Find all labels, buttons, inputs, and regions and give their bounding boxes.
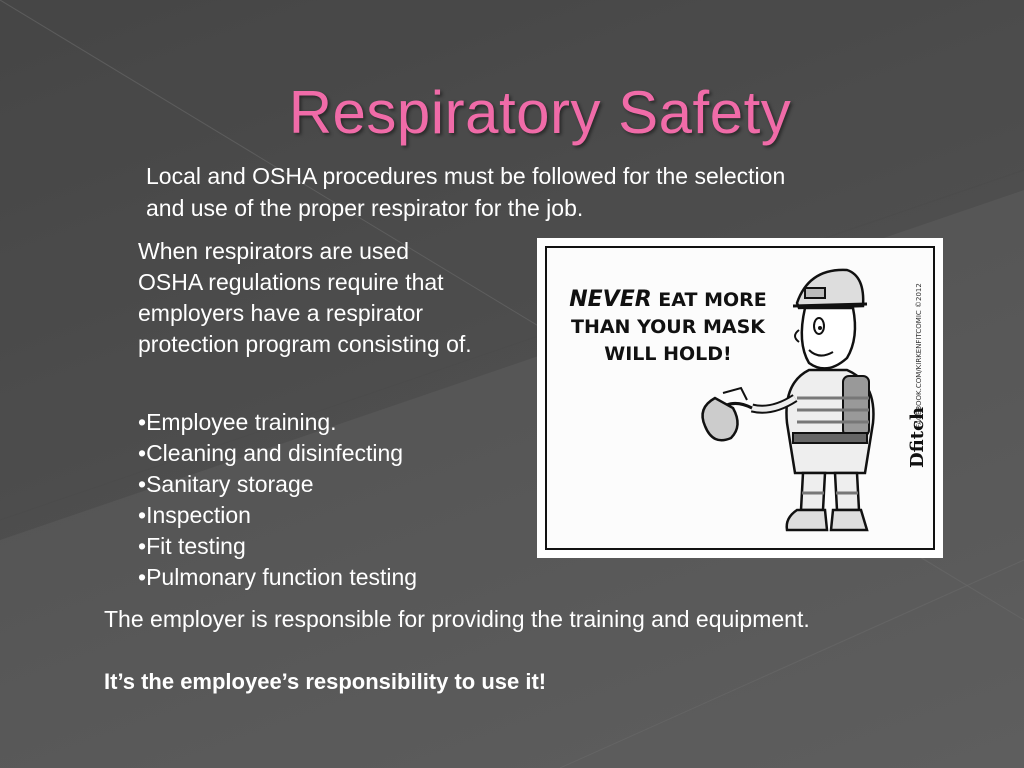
- cartoon-image: [537, 238, 943, 558]
- cartoon-credit: FACEBOOK.COM/KIRKENFITCOMIC ©2012: [915, 283, 923, 428]
- list-item: • Fit testing: [138, 531, 518, 562]
- employer-note: The employer is responsible for providing the training and equipment.: [104, 606, 810, 632]
- requirement-text: When respirators are used OSHA regulations require that employers have a respirator protection program consisting of.: [138, 238, 472, 357]
- cartoon-caption-emphasis: NEVER: [569, 287, 652, 312]
- cartoon-panel: [545, 246, 935, 550]
- slide-title: Respiratory Safety: [288, 79, 792, 146]
- program-list: [138, 407, 518, 593]
- cartoon-signature: Dfitch: [907, 406, 928, 468]
- cartoon-caption-rest: EAT MORE THAN YOUR MASK WILL HOLD!: [570, 289, 767, 365]
- list-item: • Pulmonary function testing: [138, 562, 518, 593]
- intro-text: Local and OSHA procedures must be followed for the selection and use of the proper respirator for the job.: [146, 163, 786, 221]
- list-item: • Sanitary storage: [138, 469, 518, 500]
- list-item: • Inspection: [138, 500, 518, 531]
- cartoon-caption: [563, 286, 773, 368]
- list-item: • Cleaning and disinfecting: [138, 438, 518, 469]
- list-item: • Employee training.: [138, 407, 518, 438]
- employee-note: It’s the employee’s responsibility to use it!: [104, 669, 547, 694]
